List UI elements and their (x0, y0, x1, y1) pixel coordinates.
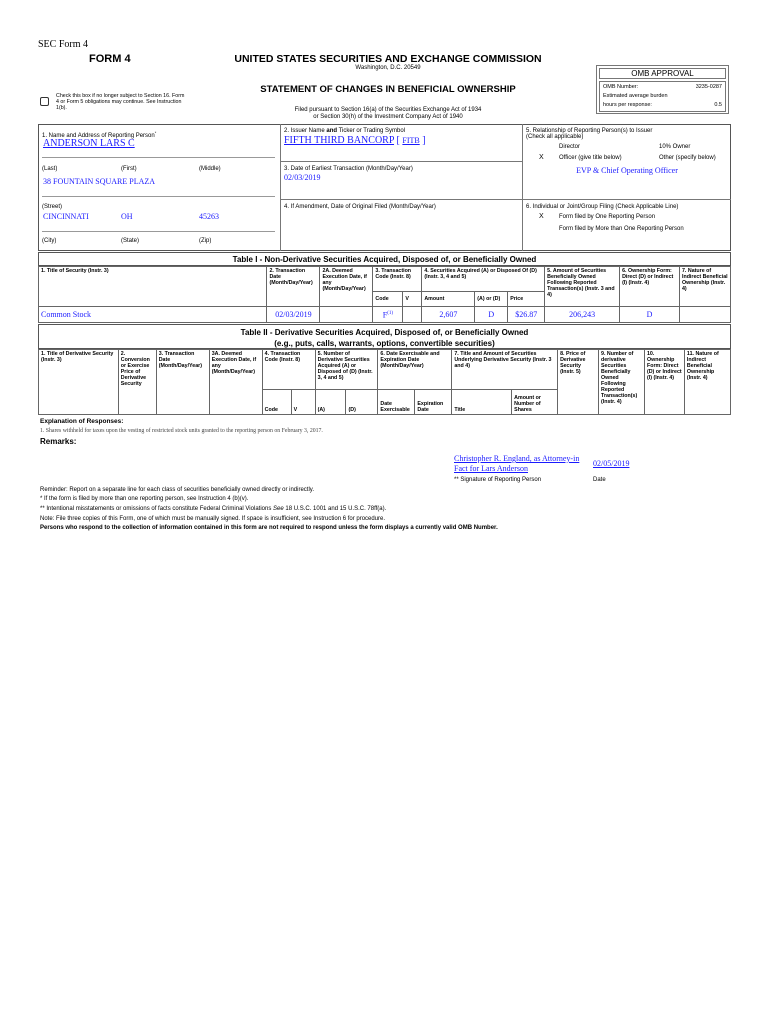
t2-header-underlying: 7. Title and Amount of Securities Underlying Derivative Security (Instr. 3 and 4) (452, 350, 558, 390)
t1-sub-price: Price (508, 292, 545, 307)
table2-title-line-1: Table II - Derivative Securities Acquired, Disposed of, or Beneficially Owned (240, 328, 529, 337)
other-option: Other (specify below) (659, 155, 716, 161)
footer-reminder: Reminder: Report on a separate line for each class of securities beneficially owned directly or indirectly. (40, 487, 315, 493)
statement-title: STATEMENT OF CHANGES IN BENEFICIAL OWNERSHIP (260, 84, 516, 95)
t1-header-ownership-form: 6. Ownership Form: Direct (D) or Indirect (I) (Instr. 4) (620, 267, 680, 307)
multiple-persons-option: Form filed by More than One Reporting Person (559, 226, 684, 232)
footer-criminal-note: ** Intentional misstatements or omissions of facts constitute Federal Criminal Violations See 18 U.S.C. 1001 and 15 U.S.C. 78ff(a). (40, 506, 387, 512)
agency-city: Washington, D.C. 20549 (355, 65, 421, 71)
signature-date-label: Date (593, 477, 606, 483)
address-street: 38 FOUNTAIN SQUARE PLAZA (43, 177, 156, 186)
address-state: OH (121, 212, 133, 221)
t2-header-title: 1. Title of Derivative Security (Instr. 3) (39, 350, 119, 415)
table2-title-line-2: (e.g., puts, calls, warrants, options, convertible securities) (274, 339, 495, 348)
table2-derivative (38, 349, 731, 415)
t1-deemed-date (320, 307, 373, 323)
t1-code: $F^{(1)}$ (373, 307, 403, 323)
omb-number-label: OMB Number: (603, 84, 639, 90)
issuer-name-line: FIFTH THIRD BANCORP [ FITB ] (284, 135, 426, 146)
box6-label: 6. Individual or Joint/Group Filing (Check Applicable Line) (526, 204, 679, 210)
first-label: (First) (121, 166, 137, 172)
reporting-person-name[interactable]: ANDERSON LARS C (43, 138, 135, 149)
box3-label: 3. Date of Earliest Transaction (Month/Day/Year) (284, 166, 413, 172)
t1-header-title: 1. Title of Security (Instr. 3) (39, 267, 267, 307)
t1-ownership-form: D (620, 307, 680, 323)
t1-sub-v: V (403, 292, 422, 307)
filed-line-2: or Section 30(h) of the Investment Company Act of 1940 (313, 114, 463, 120)
t2-header-nature: 11. Nature of Indirect Beneficial Ownership (Instr. 4) (684, 350, 730, 415)
t2-sub-title: Title (452, 390, 512, 415)
t1-transaction-date: 02/03/2019 (267, 307, 320, 323)
city-label: (City) (42, 238, 57, 244)
section16-checkbox[interactable] (40, 97, 49, 106)
t1-sub-amount: Amount (422, 292, 475, 307)
issuer-name[interactable]: FIFTH THIRD BANCORP (284, 135, 395, 146)
t2-sub-a: (A) (315, 390, 346, 415)
state-label: (State) (121, 238, 140, 244)
box6-filing-type (523, 200, 731, 251)
box4-label: 4. If Amendment, Date of Original Filed (Month/Day/Year) (284, 204, 436, 210)
t2-header-price: 8. Price of Derivative Security (Instr. 5) (558, 350, 599, 415)
table2-title (38, 324, 731, 349)
t1-header-date: 2. Transaction Date (Month/Day/Year) (267, 267, 320, 307)
address-zip: 45263 (199, 212, 219, 221)
section16-text: Check this box if no longer subject to Section 16. Form 4 or Form 5 obligations may continue. See Instruction 1(b). (56, 93, 185, 111)
t2-header-number: 5. Number of Derivative Securities Acquired (A) or Disposed of (D) (Instr. 3, 4 and 5) (315, 350, 378, 390)
one-person-option: Form filed by One Reporting Person (559, 214, 656, 220)
remarks-label: Remarks: (40, 437, 77, 446)
earliest-transaction-date: 02/03/2019 (284, 173, 321, 182)
omb-title: OMB APPROVAL (599, 68, 726, 79)
t1-price: $26.87 (508, 307, 545, 323)
box5-relationship (523, 124, 731, 200)
omb-hours-value: 0.5 (714, 102, 722, 108)
t1-header-code: 3. Transaction Code (Instr. 8) (373, 267, 422, 292)
t2-sub-exercisable: Date Exercisable (378, 390, 415, 415)
director-option: Director (559, 144, 581, 150)
t1-acquired-disposed: D (475, 307, 508, 323)
box5-label-1: 5. Relationship of Reporting Person(s) to Issuer (526, 128, 653, 134)
box5-label-2: (Check all applicable) (526, 134, 584, 140)
address-city: CINCINNATI (43, 212, 89, 221)
t1-header-acquired: 4. Securities Acquired (A) or Disposed Of (D) (Instr. 3, 4 and 5) (422, 267, 545, 292)
table1-title: Table I - Non-Derivative Securities Acquired, Disposed of, or Beneficially Owned (38, 252, 731, 266)
agency-title: UNITED STATES SECURITIES AND EXCHANGE COMMISSION (234, 53, 542, 65)
box2-label: 2. Issuer Name and Ticker or Trading Symbol (284, 128, 406, 134)
t2-header-date: 3. Transaction Date (Month/Day/Year) (156, 350, 209, 415)
box2-issuer (281, 124, 523, 162)
t1-nature (679, 307, 730, 323)
t2-header-ownership-form: 10. Ownership Form: Direct (D) or Indirect (I) (Instr. 4) (644, 350, 684, 415)
t1-amount: 2,607 (422, 307, 475, 323)
box3-earliest-date (281, 162, 523, 200)
t2-header-number-owned: 9. Number of derivative Securities Beneficially Owned Following Reported Transaction(s) (Instr. 4) (599, 350, 645, 415)
footer-omb-note: Persons who respond to the collection of information contained in this form are not required to respond unless the form displays a currently valid OMB Number. (40, 525, 498, 531)
table-row (39, 307, 731, 323)
omb-box (596, 65, 729, 114)
t1-sub-ad: (A) or (D) (475, 292, 508, 307)
sec-form-label: SEC Form 4 (38, 39, 89, 50)
t1-header-nature: 7. Nature of Indirect Beneficial Ownership (Instr. 4) (679, 267, 730, 307)
omb-number-value: 3235-0287 (695, 84, 722, 90)
t2-header-deemed: 3A. Deemed Execution Date, if any (Month/Day/Year) (209, 350, 262, 415)
box1-label: 1. Name and Address of Reporting Person* (42, 130, 157, 139)
ticker-symbol[interactable]: FITB (402, 136, 420, 145)
t2-sub-v: V (291, 390, 315, 415)
street-label: (Street) (42, 204, 63, 210)
one-person-check-mark: X (539, 213, 544, 220)
officer-check-mark: X (539, 154, 544, 161)
t1-header-amount-owned: 5. Amount of Securities Beneficially Owned Following Reported Transaction(s) (Instr. 3 and 4) (545, 267, 620, 307)
t1-header-deemed: 2A. Deemed Execution Date, if any (Month/Day/Year) (320, 267, 373, 307)
officer-title: EVP & Chief Operating Officer (576, 166, 678, 175)
signature-label: ** Signature of Reporting Person (454, 477, 542, 483)
omb-hours-label: hours per response: (603, 102, 652, 108)
t1-security-title: Common Stock (39, 307, 267, 323)
t2-header-exercisable: 6. Date Exercisable and Expiration Date (Month/Day/Year) (378, 350, 452, 390)
t2-sub-amount: Amount or Number of Shares (512, 390, 558, 415)
zip-label: (Zip) (199, 238, 212, 244)
t1-amount-owned: 206,243 (545, 307, 620, 323)
box4-amendment (281, 200, 523, 251)
t2-sub-d: (D) (346, 390, 378, 415)
t2-header-code: 4. Transaction Code (Instr. 8) (262, 350, 315, 390)
form-title: FORM 4 (89, 53, 131, 65)
middle-label: (Middle) (199, 166, 221, 172)
t2-sub-expiration: Expiration Date (415, 390, 452, 415)
omb-burden-label: Estimated average burden (603, 93, 668, 99)
footer-copies-note: Note: File three copies of this Form, one of which must be manually signed. If space is insufficient, see Instruction 6 for procedure. (40, 516, 386, 522)
signature-name[interactable]: Christopher R. England, as Attorney-in Fact for Lars Anderson (454, 454, 580, 473)
signature-date: 02/05/2019 (593, 459, 630, 468)
table1-non-derivative (38, 266, 731, 323)
filed-line-1: Filed pursuant to Section 16(a) of the Securities Exchange Act of 1934 (294, 107, 482, 113)
t2-sub-code: Code (262, 390, 291, 415)
ten-pct-owner-option: 10% Owner (659, 144, 691, 150)
t1-sub-code: Code (373, 292, 403, 307)
t1-v (403, 307, 422, 323)
footer-star-note: * If the form is filed by more than one reporting person, see Instruction 4 (b)(v). (40, 496, 249, 502)
t2-header-conversion: 2. Conversion or Exercise Price of Derivative Security (118, 350, 156, 415)
explanation-note-1: 1. Shares withheld for taxes upon the vesting of restricted stock units granted to the reporting person on February 3, 2017. (40, 428, 323, 434)
last-label: (Last) (42, 166, 58, 172)
officer-option: Officer (give title below) (559, 155, 622, 161)
box1-reporting-person (38, 124, 281, 251)
explanation-label: Explanation of Responses: (40, 418, 124, 425)
